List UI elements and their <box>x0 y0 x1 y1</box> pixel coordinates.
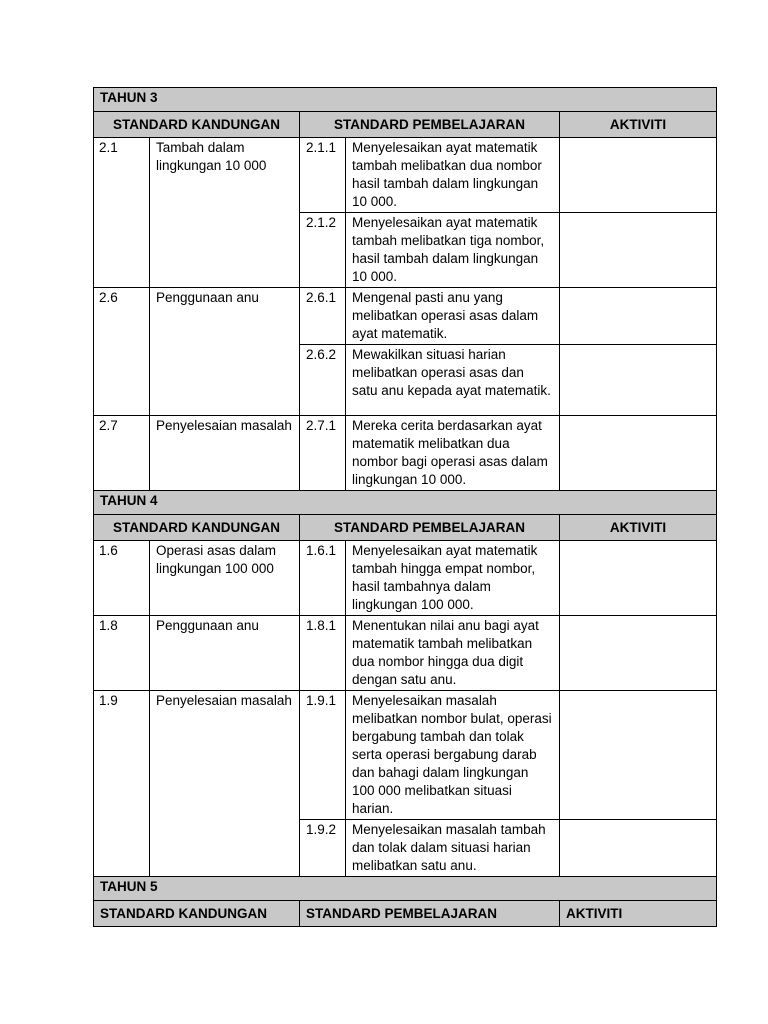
header-aktiviti: AKTIVITI <box>560 112 717 138</box>
header-aktiviti: AKTIVITI <box>560 901 717 927</box>
sp-code: 2.7.1 <box>300 416 346 491</box>
curriculum-table <box>93 87 717 927</box>
sp-code: 1.9.1 <box>300 691 346 820</box>
sk-code: 2.1 <box>94 138 150 288</box>
sp-code: 1.6.1 <box>300 541 346 616</box>
tahun3-header-row <box>94 112 717 138</box>
aktiviti-cell <box>560 345 717 416</box>
tahun5-header-row <box>94 901 717 927</box>
tahun3-title: TAHUN 3 <box>94 88 717 112</box>
aktiviti-cell <box>560 138 717 213</box>
sk-code: 1.8 <box>94 616 150 691</box>
sp-code: 2.1.1 <box>300 138 346 213</box>
header-standard-kandungan: STANDARD KANDUNGAN <box>94 901 300 927</box>
sp-code: 1.9.2 <box>300 820 346 877</box>
sp-text: Menyelesaikan masalah tambah dan tolak dalam situasi harian melibatkan satu anu. <box>346 820 560 877</box>
sp-text: Mewakilkan situasi harian melibatkan operasi asas dan satu anu kepada ayat matematik. <box>346 345 560 416</box>
aktiviti-cell <box>560 288 717 345</box>
sp-text: Menyelesaikan ayat matematik tambah melibatkan tiga nombor, hasil tambah dalam lingkungan 10 000. <box>346 213 560 288</box>
sk-title: Tambah dalam lingkungan 10 000 <box>150 138 300 288</box>
sp-text: Menyelesaikan ayat matematik tambah melibatkan dua nombor hasil tambah dalam lingkungan 10 000. <box>346 138 560 213</box>
header-standard-pembelajaran: STANDARD PEMBELAJARAN <box>300 515 560 541</box>
sp-text: Menyelesaikan ayat matematik tambah hingga empat nombor, hasil tambahnya dalam lingkungan 100 000. <box>346 541 560 616</box>
header-aktiviti: AKTIVITI <box>560 515 717 541</box>
tahun5-title-row <box>94 877 717 901</box>
sp-code: 1.8.1 <box>300 616 346 691</box>
aktiviti-cell <box>560 541 717 616</box>
aktiviti-cell <box>560 820 717 877</box>
sk-title: Penggunaan anu <box>150 616 300 691</box>
sp-code: 2.6.2 <box>300 345 346 416</box>
table-row <box>94 288 717 345</box>
aktiviti-cell <box>560 416 717 491</box>
sp-code: 2.1.2 <box>300 213 346 288</box>
sp-text: Mereka cerita berdasarkan ayat matematik melibatkan dua nombor bagi operasi asas dalam lingkungan 10 000. <box>346 416 560 491</box>
aktiviti-cell <box>560 213 717 288</box>
aktiviti-cell <box>560 616 717 691</box>
table-row <box>94 691 717 820</box>
sk-title: Penggunaan anu <box>150 288 300 416</box>
table-row <box>94 541 717 616</box>
aktiviti-cell <box>560 691 717 820</box>
sp-text: Menentukan nilai anu bagi ayat matematik tambah melibatkan dua nombor hingga dua digit dengan satu anu. <box>346 616 560 691</box>
sk-code: 2.6 <box>94 288 150 416</box>
tahun3-title-row <box>94 88 717 112</box>
tahun4-header-row <box>94 515 717 541</box>
table-row <box>94 138 717 213</box>
sp-text: Mengenal pasti anu yang melibatkan operasi asas dalam ayat matematik. <box>346 288 560 345</box>
header-standard-pembelajaran: STANDARD PEMBELAJARAN <box>300 112 560 138</box>
sk-code: 2.7 <box>94 416 150 491</box>
sk-title: Penyelesaian masalah <box>150 416 300 491</box>
sk-code: 1.6 <box>94 541 150 616</box>
table-row <box>94 616 717 691</box>
sk-title: Operasi asas dalam lingkungan 100 000 <box>150 541 300 616</box>
tahun4-title: TAHUN 4 <box>94 491 717 515</box>
curriculum-sheet <box>93 87 716 927</box>
header-standard-pembelajaran: STANDARD PEMBELAJARAN <box>300 901 560 927</box>
sp-code: 2.6.1 <box>300 288 346 345</box>
sp-text: Menyelesaikan masalah melibatkan nombor bulat, operasi bergabung tambah dan tolak serta operasi bergabung darab dan bahagi dalam lingkungan 100 000 melibatkan situasi harian. <box>346 691 560 820</box>
header-standard-kandungan: STANDARD KANDUNGAN <box>94 112 300 138</box>
tahun5-title: TAHUN 5 <box>94 877 717 901</box>
tahun4-title-row <box>94 491 717 515</box>
table-row <box>94 416 717 491</box>
header-standard-kandungan: STANDARD KANDUNGAN <box>94 515 300 541</box>
sk-code: 1.9 <box>94 691 150 877</box>
sk-title: Penyelesaian masalah <box>150 691 300 877</box>
